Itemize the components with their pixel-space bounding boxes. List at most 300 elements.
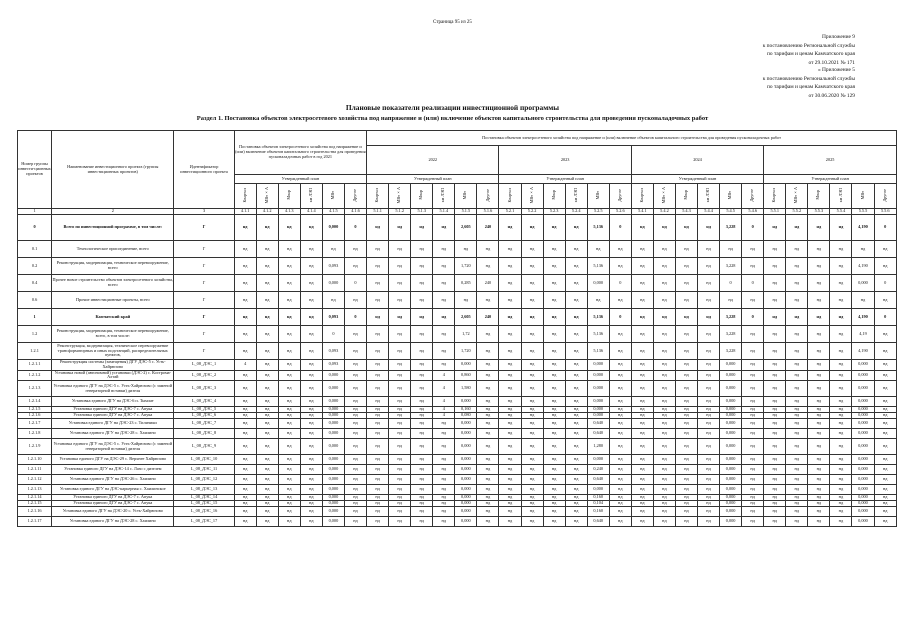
row-value: нд [433,215,455,241]
row-value: нд [344,343,366,360]
row-value: 0 [874,309,896,326]
row-project-id: Г [174,241,234,258]
header-unit-text: Квартал [771,187,777,203]
row-value: нд [300,507,322,517]
row-value: нд [234,326,256,343]
row-value: нд [543,475,565,485]
row-value: нд [742,413,764,419]
row-value: нд [389,465,411,475]
header-unit [234,184,256,209]
row-value: нд [499,485,521,495]
row-value: 0,000 [322,370,344,381]
header-unit [300,184,322,209]
row-value: нд [874,495,896,501]
row-value: нд [653,309,675,326]
header-unit [411,184,433,209]
row-number: 1.2.1.5 [18,407,52,413]
row-value: нд [764,215,786,241]
section-title: Раздел 1. Постановка объектов электросетевого хозяйства под напряжение и (или) включение объектов капитального строительства для проведения пусконаладочных работ [196,115,709,122]
header-unit-text: МВт [462,190,468,200]
row-value: нд [521,397,543,407]
row-value: нд [455,292,477,309]
row-value: нд [433,292,455,309]
row-value: нд [742,241,764,258]
row-value: нд [521,292,543,309]
column-index: 4.1.6 [344,209,366,215]
row-value: нд [698,326,720,343]
row-value: нд [808,343,830,360]
row-value: нд [543,485,565,495]
row-value: нд [300,465,322,475]
row-value: нд [675,517,697,527]
row-value: нд [698,413,720,419]
row-value: нд [874,258,896,275]
table-row [18,275,897,292]
row-value: 0 [344,309,366,326]
row-value: нд [411,429,433,439]
row-value: нд [499,258,521,275]
row-value: нд [874,241,896,258]
row-value: 0,000 [720,501,742,507]
row-value: нд [278,360,300,371]
row-value: нд [278,517,300,527]
row-value: 4 [433,381,455,397]
table-row [18,429,897,439]
row-value: нд [543,258,565,275]
row-value: нд [234,215,256,241]
row-number: 1.2 [18,326,52,343]
row-value: нд [278,465,300,475]
row-value: нд [808,370,830,381]
row-value: нд [499,397,521,407]
row-value: нд [499,381,521,397]
row-value: нд [631,370,653,381]
row-value: нд [675,343,697,360]
row-project-id: Г [174,215,234,241]
row-value: нд [653,407,675,413]
row-value: 0,000 [587,370,609,381]
row-value: нд [786,419,808,429]
row-value: нд [411,413,433,419]
row-value: нд [543,292,565,309]
row-value: нд [367,275,389,292]
annex-line: от 30.06.2020 № 129 [808,92,855,99]
row-value: нд [565,241,587,258]
row-value: нд [698,381,720,397]
row-value: 0,640 [587,517,609,527]
row-value: нд [300,455,322,465]
row-value: нд [609,407,631,413]
row-value: нд [411,485,433,495]
row-value: нд [433,360,455,371]
row-value: нд [830,360,852,371]
row-value: нд [389,495,411,501]
row-project-id: L_08_ДЭС_14 [174,495,234,501]
row-value: нд [543,465,565,475]
row-value: нд [543,495,565,501]
row-value: нд [543,275,565,292]
row-value: нд [587,241,609,258]
row-value: нд [389,292,411,309]
header-unit [367,184,389,209]
row-value: нд [433,326,455,343]
row-value: нд [521,343,543,360]
row-value: нд [300,381,322,397]
row-value: нд [521,360,543,371]
row-value: нд [830,455,852,465]
row-value: нд [742,465,764,475]
row-value: нд [256,292,278,309]
row-value: нд [631,343,653,360]
header-unit-text: МВт×А [528,186,534,204]
row-value: нд [411,517,433,527]
row-value: нд [742,507,764,517]
row-value: нд [322,292,344,309]
column-index: 5.5.4 [830,209,852,215]
row-value: нд [565,439,587,455]
column-index: 4.1.4 [300,209,322,215]
row-value: нд [389,370,411,381]
row-value: 0,640 [587,475,609,485]
row-value: нд [234,517,256,527]
header-unit-text: км ЛЭП [705,187,711,203]
column-index: 5.5.5 [852,209,874,215]
row-value: нд [300,309,322,326]
header-unit [433,184,455,209]
row-value: нд [565,455,587,465]
header-unit-text: МВт×А [793,186,799,204]
header-unit [344,184,366,209]
row-value: 0,000 [852,465,874,475]
row-project-name: Установка единого ДГУ на ДЭС-7 с. Апука [52,501,174,507]
row-value: нд [631,495,653,501]
row-value: нд [521,465,543,475]
row-value: нд [278,275,300,292]
header-unit-text: МВт×А [661,186,667,204]
table-row [18,517,897,527]
row-project-id: L_08_ДЭС_10 [174,455,234,465]
row-value: нд [344,397,366,407]
row-value: нд [609,370,631,381]
header-unit-text: Мвар [285,190,291,200]
row-value: нд [653,258,675,275]
row-project-name: Прочее новое строительство объектов электросетевого хозяйства, всего [52,275,174,292]
row-value: 0,000 [587,413,609,419]
row-value: 0,000 [587,485,609,495]
header-unit-text: Мвар [550,190,556,200]
row-value: 0,000 [455,429,477,439]
row-value: нд [278,370,300,381]
row-number: 1.2.1.4 [18,397,52,407]
row-value: нд [808,475,830,485]
row-value: нд [543,360,565,371]
row-value: нд [256,507,278,517]
row-value: нд [786,495,808,501]
row-value: нд [543,501,565,507]
annex-block-5 [763,66,855,100]
row-value: нд [477,419,499,429]
row-value: нд [830,397,852,407]
row-value: нд [411,397,433,407]
row-project-id: L_08_ДЭС_12 [174,475,234,485]
row-value: нд [543,517,565,527]
row-number: 1.2.1.16 [18,507,52,517]
row-value: нд [499,292,521,309]
row-value: нд [609,343,631,360]
row-value: нд [256,343,278,360]
row-value: 0,000 [852,429,874,439]
row-value: нд [499,343,521,360]
row-value: нд [344,439,366,455]
table-row [18,292,897,309]
row-value: нд [521,495,543,501]
row-value: нд [499,495,521,501]
row-value: нд [367,241,389,258]
row-value: 3,228 [720,215,742,241]
row-value: 0,860 [455,370,477,381]
row-value: нд [565,495,587,501]
row-value: нд [631,309,653,326]
row-value: 0,160 [587,507,609,517]
column-index: 2 [52,209,174,215]
row-value: нд [344,370,366,381]
table-row [18,419,897,429]
row-value: нд [808,419,830,429]
row-value: нд [565,370,587,381]
row-value: нд [477,429,499,439]
row-project-id: L_08_ДЭС_2 [174,370,234,381]
row-value: нд [786,292,808,309]
row-value: нд [543,407,565,413]
row-number: 1.2.1.12 [18,475,52,485]
row-value: нд [499,309,521,326]
header-unit-text: Мвар [418,190,424,200]
row-value: нд [499,370,521,381]
row-value: нд [521,413,543,419]
row-value: 4,190 [852,215,874,241]
row-value: 0,000 [322,419,344,429]
row-value: нд [389,381,411,397]
row-value: нд [411,275,433,292]
header-unit [631,184,653,209]
row-value: нд [653,413,675,419]
row-value: нд [543,413,565,419]
row-value: 3,228 [720,258,742,275]
row-value: нд [477,241,499,258]
row-value: нд [808,439,830,455]
row-value: нд [764,258,786,275]
page-number: Страница 95 из 25 [433,20,472,25]
row-value: нд [367,517,389,527]
row-value: 0,000 [852,517,874,527]
row-value: нд [499,455,521,465]
table-row [18,370,897,381]
row-value: нд [764,507,786,517]
row-value: нд [256,397,278,407]
row-value: нд [830,258,852,275]
row-value: 0,000 [720,455,742,465]
row-value: нд [675,275,697,292]
row-value: 0,000 [587,407,609,413]
row-value: нд [609,413,631,419]
row-value: нд [521,507,543,517]
row-number: 0.1 [18,241,52,258]
row-project-name: Установка единого ДГУ на ДЭС-7 с. Апука [52,407,174,413]
row-value: нд [830,215,852,241]
row-value: нд [653,465,675,475]
row-value: нд [256,465,278,475]
row-project-name: Реконструкция, модернизация, техническое перевооружение, всего [52,258,174,275]
row-value: 0,000 [455,475,477,485]
annex-line: « Приложение 5 [817,67,855,73]
column-index: 5.2.1 [499,209,521,215]
row-value: нд [874,381,896,397]
row-value: нд [565,360,587,371]
row-project-name: Установка единого ДГУ на ДЭС-7 с. Апука [52,413,174,419]
row-value: нд [521,485,543,495]
row-value: 0,000 [720,419,742,429]
row-value: нд [609,360,631,371]
row-value: нд [433,455,455,465]
row-value: 4 [234,360,256,371]
row-value: нд [234,413,256,419]
table-row [18,309,897,326]
row-value: нд [786,360,808,371]
row-project-name: Установка единого ДГУ на ДЭС-5 с. Усть-Хайрюзово (с заменой генераторной вставки) дизеля [52,381,174,397]
row-value: нд [433,419,455,429]
row-value: нд [344,455,366,465]
row-value: нд [411,215,433,241]
header-unit [389,184,411,209]
row-value: нд [631,275,653,292]
row-value: нд [278,455,300,465]
row-number: 1.2.1.14 [18,495,52,501]
row-value: нд [852,292,874,309]
row-value: нд [521,475,543,485]
row-value: нд [499,215,521,241]
row-value: нд [256,326,278,343]
row-value: нд [675,475,697,485]
row-value: 1,720 [455,343,477,360]
row-value: 0,000 [852,495,874,501]
row-value: нд [433,439,455,455]
row-value: нд [808,485,830,495]
row-value: нд [389,419,411,429]
row-value: нд [808,455,830,465]
row-value: нд [367,495,389,501]
row-value: нд [874,465,896,475]
column-index: 5.4.2 [653,209,675,215]
row-value: нд [477,360,499,371]
row-value: нд [433,501,455,507]
column-index: 5.2.3 [543,209,565,215]
row-value: нд [742,455,764,465]
row-value: 4,19 [852,326,874,343]
row-value: нд [389,413,411,419]
row-value: нд [698,485,720,495]
row-value: 0,000 [852,501,874,507]
row-value: нд [543,429,565,439]
row-value: нд [411,360,433,371]
row-value: нд [389,429,411,439]
row-project-id: L_08_ДЭС_3 [174,381,234,397]
row-value: нд [698,258,720,275]
row-value: нд [521,326,543,343]
row-value: нд [742,343,764,360]
row-value: нд [521,381,543,397]
row-value: нд [675,507,697,517]
row-value: нд [587,292,609,309]
row-value: нд [256,381,278,397]
row-value: нд [234,397,256,407]
row-value: нд [874,397,896,407]
row-value: нд [411,258,433,275]
row-value: нд [786,241,808,258]
row-value: нд [631,258,653,275]
column-index: 5.5.6 [874,209,896,215]
row-value: нд [389,215,411,241]
row-value: нд [477,343,499,360]
row-value: 0,000 [322,501,344,507]
row-value: нд [609,475,631,485]
row-value: нд [234,439,256,455]
header-approved-2021: Постановка объектов электросетевого хозяйства под напряжение и (или) включение объектов капитального строительства для проведения пусконаладочных работ в год 2021 [234,131,366,175]
row-project-id: L_08_ДЭС_16 [174,507,234,517]
column-index: 5.2.5 [587,209,609,215]
row-value: нд [300,439,322,455]
row-value: нд [367,370,389,381]
row-project-id: L_08_ДЭС_6 [174,413,234,419]
row-value: 0,640 [587,429,609,439]
column-index: 5.1.1 [367,209,389,215]
row-value: 0,000 [852,360,874,371]
row-number: 1.2.1.17 [18,517,52,527]
row-value: 0,000 [455,507,477,517]
row-value: нд [609,381,631,397]
row-value: нд [764,275,786,292]
row-value: нд [300,517,322,527]
row-value: нд [367,507,389,517]
row-value: нд [786,381,808,397]
row-value: нд [367,419,389,429]
row-value: 3,228 [720,343,742,360]
row-value: нд [653,439,675,455]
row-value: 0,000 [455,419,477,429]
row-value: нд [675,326,697,343]
row-value: нд [344,360,366,371]
row-value: нд [477,475,499,485]
row-value: нд [631,381,653,397]
row-value: нд [543,309,565,326]
row-project-name: Установка единого ДГУ на ДЭС-23 с. Тиличики [52,419,174,429]
row-value: нд [234,507,256,517]
row-value: нд [411,501,433,507]
row-number: 1.2.1.3 [18,381,52,397]
row-value: нд [234,275,256,292]
row-number: 0.6 [18,292,52,309]
row-value: нд [477,292,499,309]
row-value: 0,000 [720,475,742,485]
row-value: нд [742,360,764,371]
row-value: нд [653,507,675,517]
row-value: 0 [874,275,896,292]
column-index: 5.4.4 [698,209,720,215]
column-index: 5.5.2 [786,209,808,215]
row-value: 0,093 [322,309,344,326]
row-value: нд [278,258,300,275]
table-row [18,360,897,371]
column-index: 5.4.3 [675,209,697,215]
